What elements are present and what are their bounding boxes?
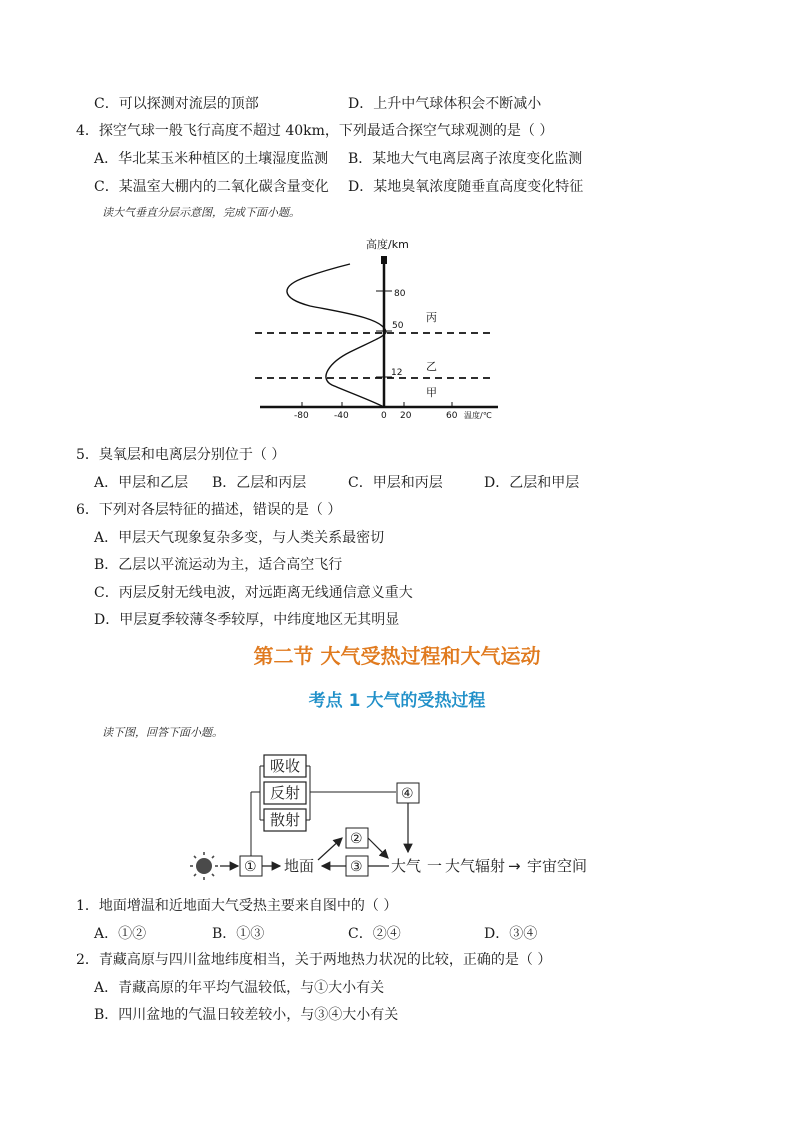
q1-option-c[interactable]: C．②④ (348, 926, 401, 942)
q2-option-a[interactable]: A．青藏高原的年平均气温较低，与①大小有关 (94, 980, 385, 996)
atm-radiation-label: 大气辐射 (445, 857, 506, 875)
q4-option-a[interactable]: A．华北某玉米种植区的土壤湿度监测 (94, 151, 329, 167)
y-axis-label: 高度/km (366, 238, 409, 251)
y-tick-label: 12 (391, 368, 403, 378)
space-label: 宇宙空间 (527, 857, 588, 875)
y-tick-label: 50 (392, 321, 404, 331)
q5-option-a[interactable]: A．甲层和乙层 (94, 475, 189, 491)
section-title: 第二节 大气受热过程和大气运动 (253, 644, 541, 668)
box-1-label: ① (244, 859, 257, 875)
layer-label-bing: 丙 (426, 311, 437, 324)
sun-icon (190, 852, 218, 880)
arrow-label: → (508, 857, 521, 875)
q6-option-d[interactable]: D．甲层夏季较薄冬季较厚，中纬度地区无其明显 (94, 612, 400, 628)
x-tick-label: 60 (446, 411, 458, 421)
y-axis-cap (381, 256, 387, 264)
box-3-label: ③ (350, 859, 363, 875)
box-scatter-label: 散射 (270, 811, 301, 829)
q6-option-c[interactable]: C．丙层反射无线电波，对远距离无线通信意义重大 (94, 585, 413, 601)
q5-options (94, 474, 714, 492)
q3-options (94, 95, 694, 113)
q6-option-a[interactable]: A．甲层天气现象复杂多变，与人类关系最密切 (94, 530, 385, 546)
q4-option-b[interactable]: B．某地大气电离层离子浓度变化监测 (348, 151, 583, 167)
topic-title: 考点 1 大气的受热过程 (308, 691, 486, 711)
q5-option-b[interactable]: B．乙层和丙层 (212, 475, 307, 491)
y-tick-label: 80 (394, 289, 406, 299)
q5-option-d[interactable]: D．乙层和甲层 (484, 475, 580, 491)
q3-option-c[interactable]: C．可以探测对流层的顶部 (94, 96, 259, 112)
q5-stem: 5．臭氧层和电离层分别位于（ ） (76, 447, 286, 463)
box-4-label: ④ (401, 786, 414, 802)
q4-stem: 4．探空气球一般飞行高度不超过 40km，下列最适合探空气球观测的是（ ） (76, 123, 554, 139)
x-tick-label: -40 (334, 411, 349, 421)
atmosphere-heating-diagram (186, 752, 606, 884)
x-tick-label: -80 (294, 411, 309, 421)
temperature-curve (287, 264, 386, 407)
q5-option-c[interactable]: C．甲层和丙层 (348, 475, 443, 491)
box-reflect-label: 反射 (270, 784, 301, 802)
q3-option-d[interactable]: D．上升中气球体积会不断减小 (348, 96, 542, 112)
q6-stem: 6．下列对各层特征的描述，错误的是（ ） (76, 502, 342, 518)
box-2-label: ② (350, 831, 363, 847)
reading-note-1: 读大气垂直分层示意图，完成下面小题。 (102, 206, 300, 219)
q1-options (94, 925, 714, 943)
atmosphere-label: 大气 (391, 857, 422, 875)
q4-option-c[interactable]: C．某温室大棚内的二氧化碳含量变化 (94, 179, 329, 195)
box-absorb-label: 吸收 (270, 757, 301, 775)
q2-option-b[interactable]: B．四川盆地的气温日较差较小，与③④大小有关 (94, 1007, 399, 1023)
q4-option-d[interactable]: D．某地臭氧浓度随垂直高度变化特征 (348, 179, 584, 195)
q1-stem: 1．地面增温和近地面大气受热主要来自图中的（ ） (76, 898, 398, 914)
q1-option-a[interactable]: A．①② (94, 926, 147, 942)
layer-label-yi: 乙 (426, 360, 437, 373)
reading-note-2: 读下图，回答下面小题。 (102, 726, 223, 739)
x-axis-label: 温度/℃ (464, 411, 492, 420)
q6-option-b[interactable]: B．乙层以平流运动为主，适合高空飞行 (94, 557, 343, 573)
atmosphere-layer-chart (250, 232, 510, 422)
dash-label: 一 (427, 857, 443, 875)
q1-option-d[interactable]: D．③④ (484, 926, 538, 942)
x-tick-label: 20 (400, 411, 412, 421)
q4-options-row1 (94, 150, 714, 168)
q1-option-b[interactable]: B．①③ (212, 926, 265, 942)
q4-options-row2 (94, 178, 714, 196)
layer-label-jia: 甲 (426, 386, 437, 399)
q2-stem: 2．青藏高原与四川盆地纬度相当，关于两地热力状况的比较，正确的是（ ） (76, 952, 552, 968)
ground-label: 地面 (284, 857, 315, 875)
x-tick-label: 0 (381, 411, 387, 421)
